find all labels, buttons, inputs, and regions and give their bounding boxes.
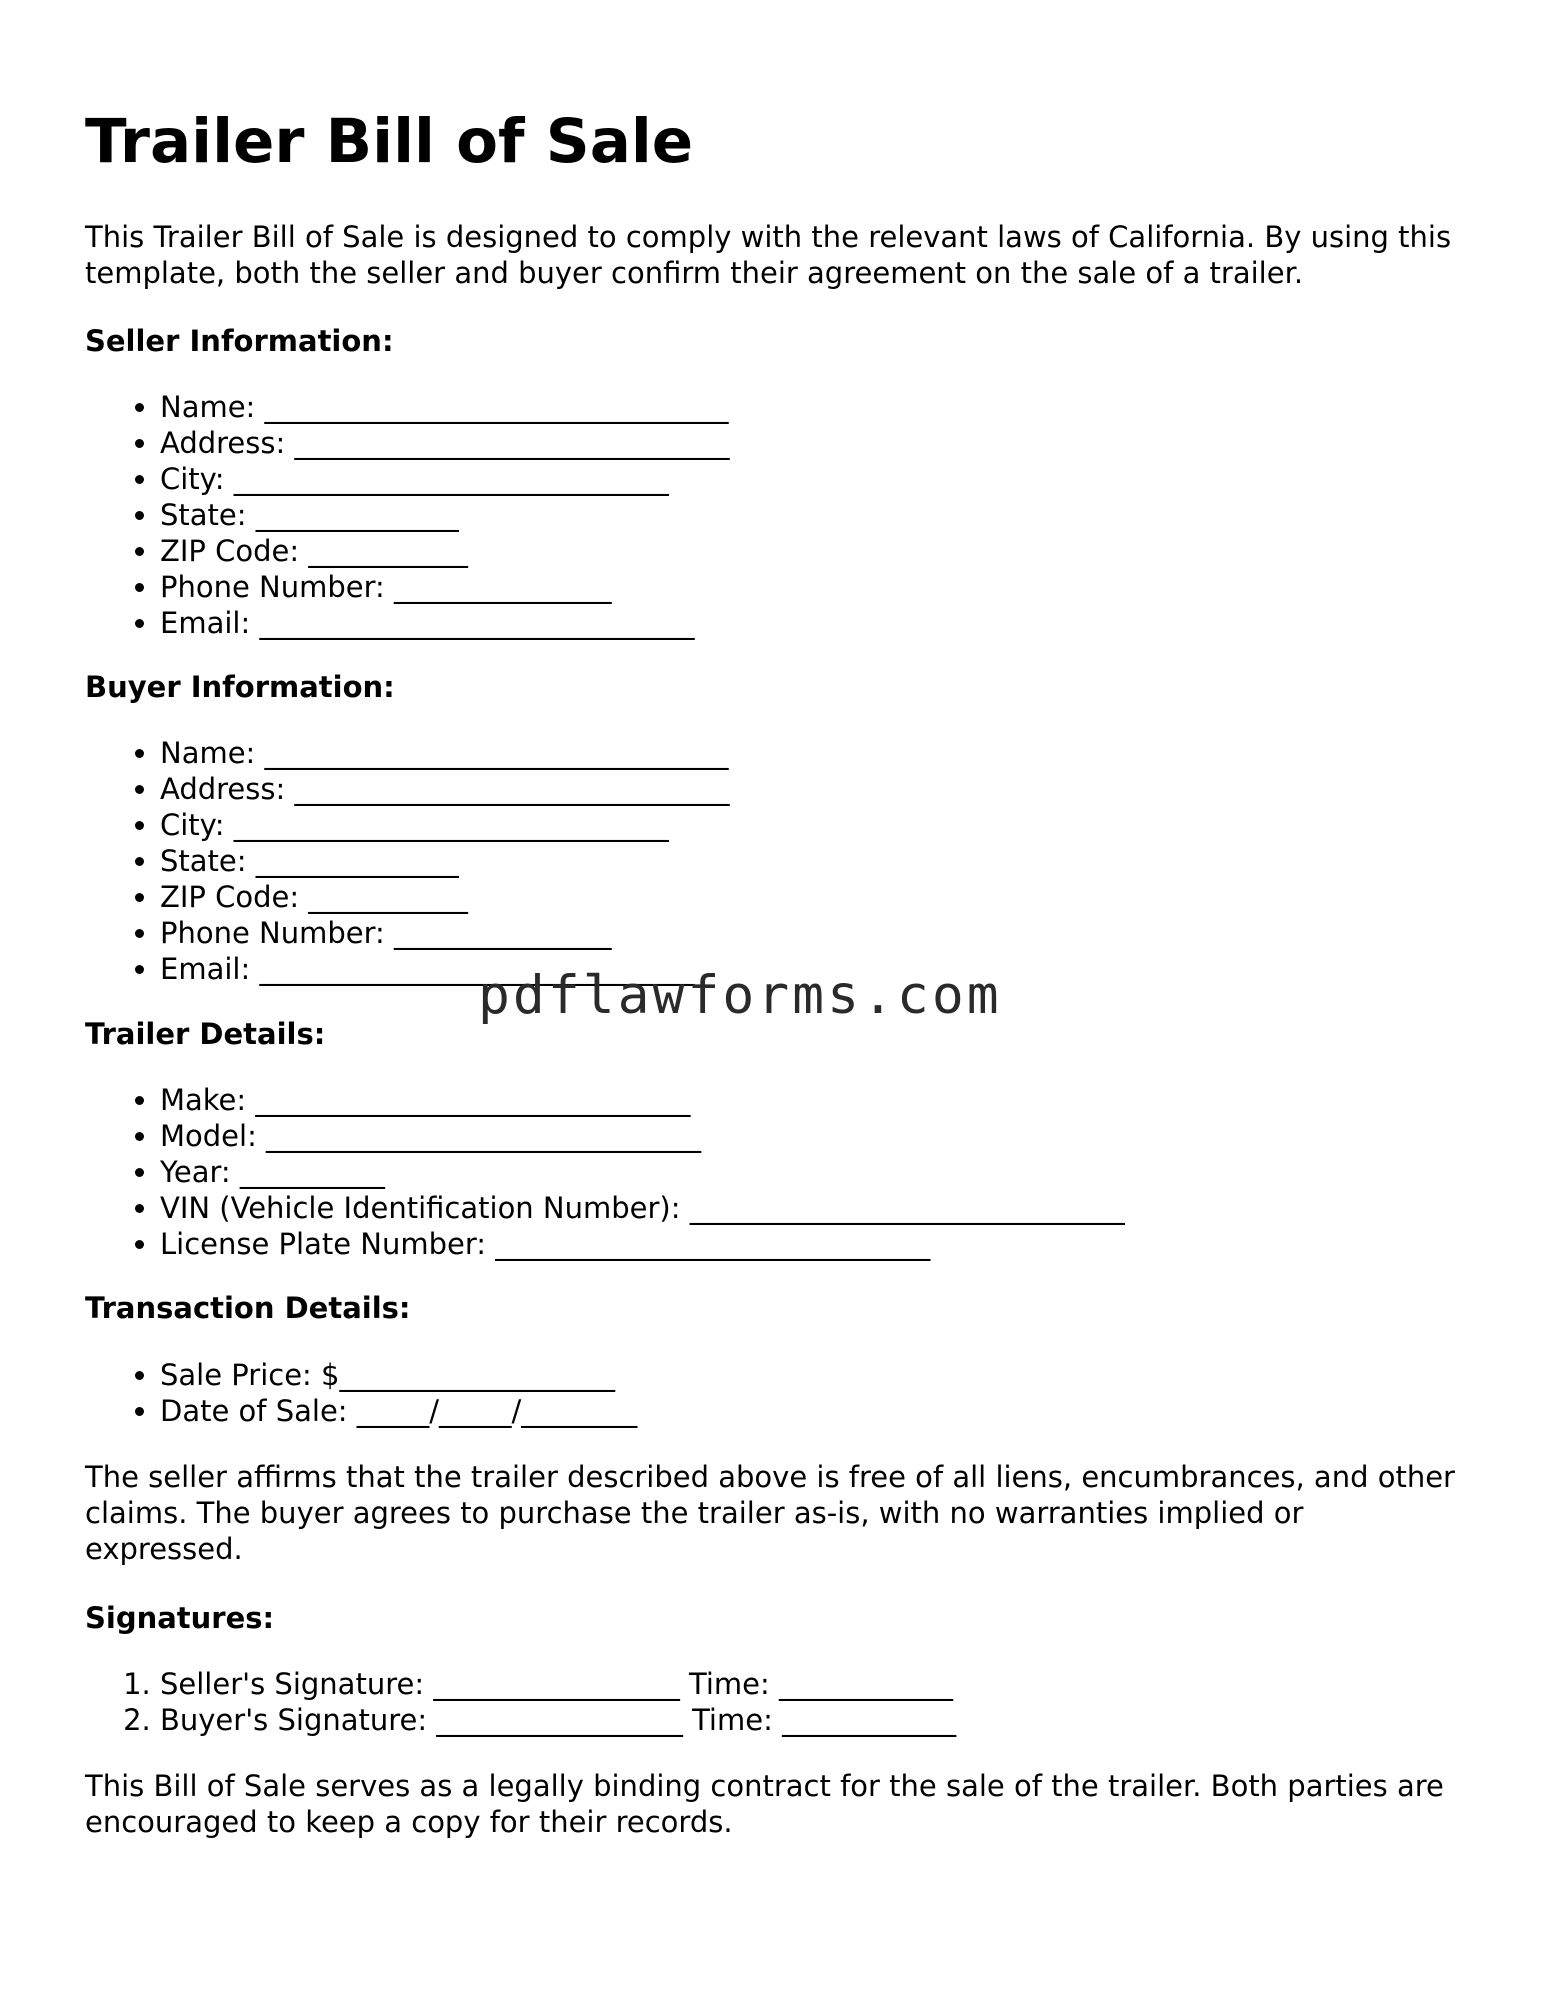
trailer-model-field[interactable]: • Model: ______________________________: [160, 1118, 1125, 1154]
seller-address-field[interactable]: • Address: ______________________________: [160, 425, 729, 461]
buyer-city-field[interactable]: • City: ______________________________: [160, 807, 729, 843]
signatures-list: [85, 1666, 956, 1738]
trailer-license-plate-field[interactable]: • License Plate Number: ______________________________: [160, 1226, 1125, 1262]
watermark-text: pdflawforms.com: [478, 965, 1002, 1026]
seller-name-field[interactable]: • Name: ________________________________: [160, 389, 729, 425]
buyer-heading: Buyer Information:: [85, 670, 395, 704]
buyer-phone-field[interactable]: • Phone Number: _______________: [160, 915, 729, 951]
buyer-email-field[interactable]: • Email: ______________________________: [160, 951, 729, 987]
seller-signature-field[interactable]: 1. Seller's Signature: _________________ Time: ____________: [160, 1666, 956, 1702]
signatures-heading: Signatures:: [85, 1601, 275, 1635]
trailer-fields-list: [85, 1082, 1125, 1262]
trailer-heading: Trailer Details:: [85, 1017, 326, 1051]
seller-zip-field[interactable]: • ZIP Code: ___________: [160, 533, 729, 569]
buyer-fields-list: [85, 735, 729, 987]
buyer-zip-field[interactable]: • ZIP Code: ___________: [160, 879, 729, 915]
trailer-make-field[interactable]: • Make: ______________________________: [160, 1082, 1125, 1118]
seller-fields-list: [85, 389, 729, 641]
buyer-address-field[interactable]: • Address: ______________________________: [160, 771, 729, 807]
seller-phone-field[interactable]: • Phone Number: _______________: [160, 569, 729, 605]
closing-paragraph: This Bill of Sale serves as a legally binding contract for the sale of the trailer. Both parties are encouraged to keep a copy for their records.: [85, 1769, 1444, 1839]
trailer-year-field[interactable]: • Year: __________: [160, 1154, 1125, 1190]
buyer-state-field[interactable]: • State: ______________: [160, 843, 729, 879]
seller-email-field[interactable]: • Email: ______________________________: [160, 605, 729, 641]
buyer-name-field[interactable]: • Name: ________________________________: [160, 735, 729, 771]
seller-heading: Seller Information:: [85, 324, 394, 358]
seller-city-field[interactable]: • City: ______________________________: [160, 461, 729, 497]
sale-price-field[interactable]: • Sale Price: $___________________: [160, 1357, 637, 1393]
document-title: Trailer Bill of Sale: [85, 106, 694, 177]
transaction-fields-list: [85, 1357, 637, 1429]
trailer-vin-field[interactable]: • VIN (Vehicle Identification Number): ______________________________: [160, 1190, 1125, 1226]
seller-state-field[interactable]: • State: ______________: [160, 497, 729, 533]
affirmation-paragraph: The seller affirms that the trailer described above is free of all liens, encumbrances, and other claims. The buyer agrees to purchase the trailer as-is, with no warranties implied or expressed.: [85, 1460, 1455, 1566]
date-of-sale-field[interactable]: • Date of Sale: _____/_____/________: [160, 1393, 637, 1429]
intro-paragraph: This Trailer Bill of Sale is designed to comply with the relevant laws of California. By using this template, both the seller and buyer confirm their agreement on the sale of a trailer.: [85, 220, 1452, 290]
buyer-signature-field[interactable]: 2. Buyer's Signature: _________________ Time: ____________: [160, 1702, 956, 1738]
transaction-heading: Transaction Details:: [85, 1291, 411, 1325]
